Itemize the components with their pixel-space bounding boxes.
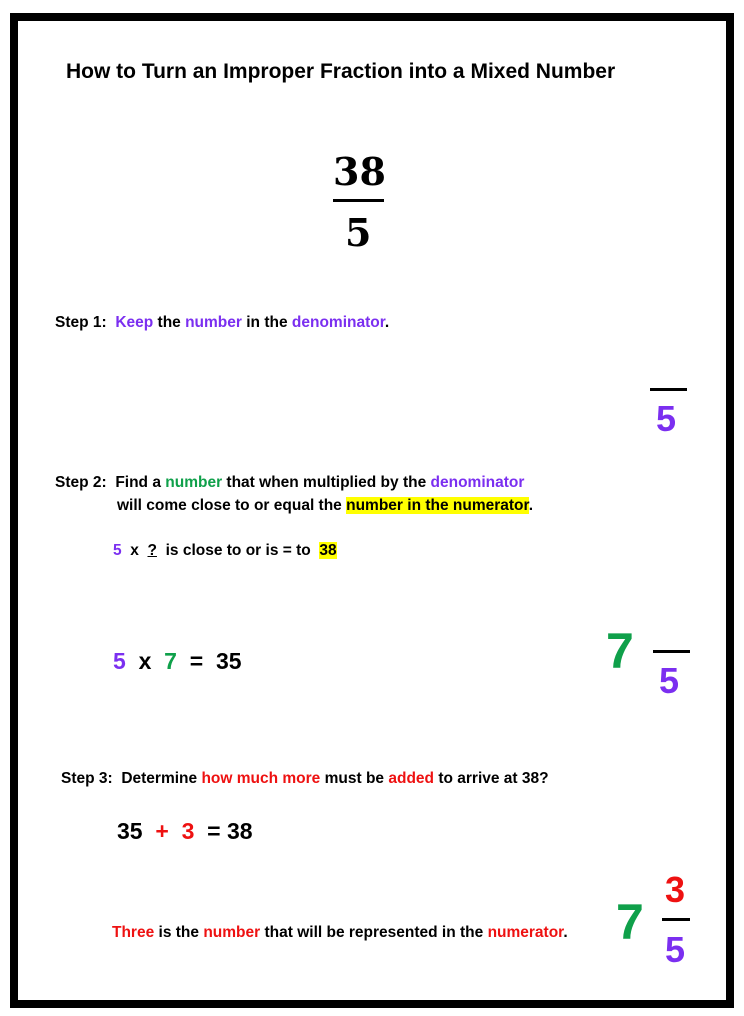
fraction-denominator: 5	[345, 210, 372, 255]
eq3-equals-38: = 38	[207, 818, 253, 844]
step2-number: number	[165, 474, 223, 491]
step2-denominator-value: 5	[659, 660, 680, 701]
eq3-35: 35	[117, 818, 143, 844]
eq-equals: =	[189, 648, 204, 674]
step1-label: Step 1:	[55, 314, 107, 331]
step2-line1	[55, 474, 524, 492]
step1-keep: Keep	[115, 314, 154, 331]
step3-must-be: must be	[324, 770, 385, 787]
step2-period: .	[528, 497, 534, 514]
eq-five: 5	[113, 648, 126, 674]
step1-period: .	[384, 314, 390, 331]
step3-label: Step 3:	[61, 770, 113, 787]
step1-denominator-value: 5	[656, 398, 677, 439]
hint-unknown: ?	[147, 542, 157, 559]
step3-denominator-value: 5	[665, 929, 686, 970]
eq3-plus: +	[155, 818, 169, 844]
hint-times: x	[130, 542, 139, 559]
step1-denominator: denominator	[291, 314, 385, 331]
step1-number: number	[185, 314, 242, 331]
page-title: How to Turn an Improper Fraction into a Mixed Number	[66, 60, 616, 83]
step1-in-the: in the	[246, 314, 288, 331]
step1-the: the	[157, 314, 181, 331]
fraction-numerator: 38	[333, 149, 386, 194]
step2-find-a: Find a	[115, 474, 161, 491]
summary-three: Three	[112, 924, 155, 941]
eq-times: x	[138, 648, 152, 674]
step3-equation	[117, 818, 253, 845]
step3-whole: 7	[616, 894, 644, 950]
step2-highlight: number in the numerator	[346, 497, 529, 514]
step2-hint	[113, 542, 337, 560]
step3-line1	[61, 770, 549, 788]
step3-numerator-value: 3	[665, 869, 686, 910]
eq3-three: 3	[181, 818, 195, 844]
eq-seven: 7	[164, 648, 177, 674]
hint-text: is close to or is = to	[165, 542, 311, 559]
step3-summary	[112, 924, 568, 942]
hint-five: 5	[113, 542, 122, 559]
summary-period: .	[563, 924, 568, 941]
summary-number: number	[203, 924, 261, 941]
fraction-bar	[333, 199, 384, 202]
step2-multiplied: that when multiplied by the	[226, 474, 427, 491]
step2-fraction-bar	[653, 650, 690, 653]
step2-label: Step 2:	[55, 474, 107, 491]
summary-numerator: numerator	[487, 924, 564, 941]
step2-close-text: will come close to or equal the	[117, 497, 342, 514]
step3-arrive: to arrive at 38?	[438, 770, 549, 787]
step2-equation	[113, 648, 242, 675]
step3-determine: Determine	[121, 770, 198, 787]
step2-whole: 7	[606, 623, 634, 679]
summary-represented: that will be represented in the	[264, 924, 484, 941]
hint-38: 38	[319, 542, 337, 559]
step1-text	[55, 314, 389, 332]
step2-line2	[117, 497, 533, 515]
step2-denominator: denominator	[430, 474, 525, 491]
step3-how-much: how much more	[201, 770, 321, 787]
eq-35: 35	[215, 648, 242, 674]
summary-is-the: is the	[158, 924, 200, 941]
step3-fraction-bar	[662, 918, 690, 921]
step1-fraction-bar	[650, 388, 687, 391]
step3-added: added	[388, 770, 435, 787]
